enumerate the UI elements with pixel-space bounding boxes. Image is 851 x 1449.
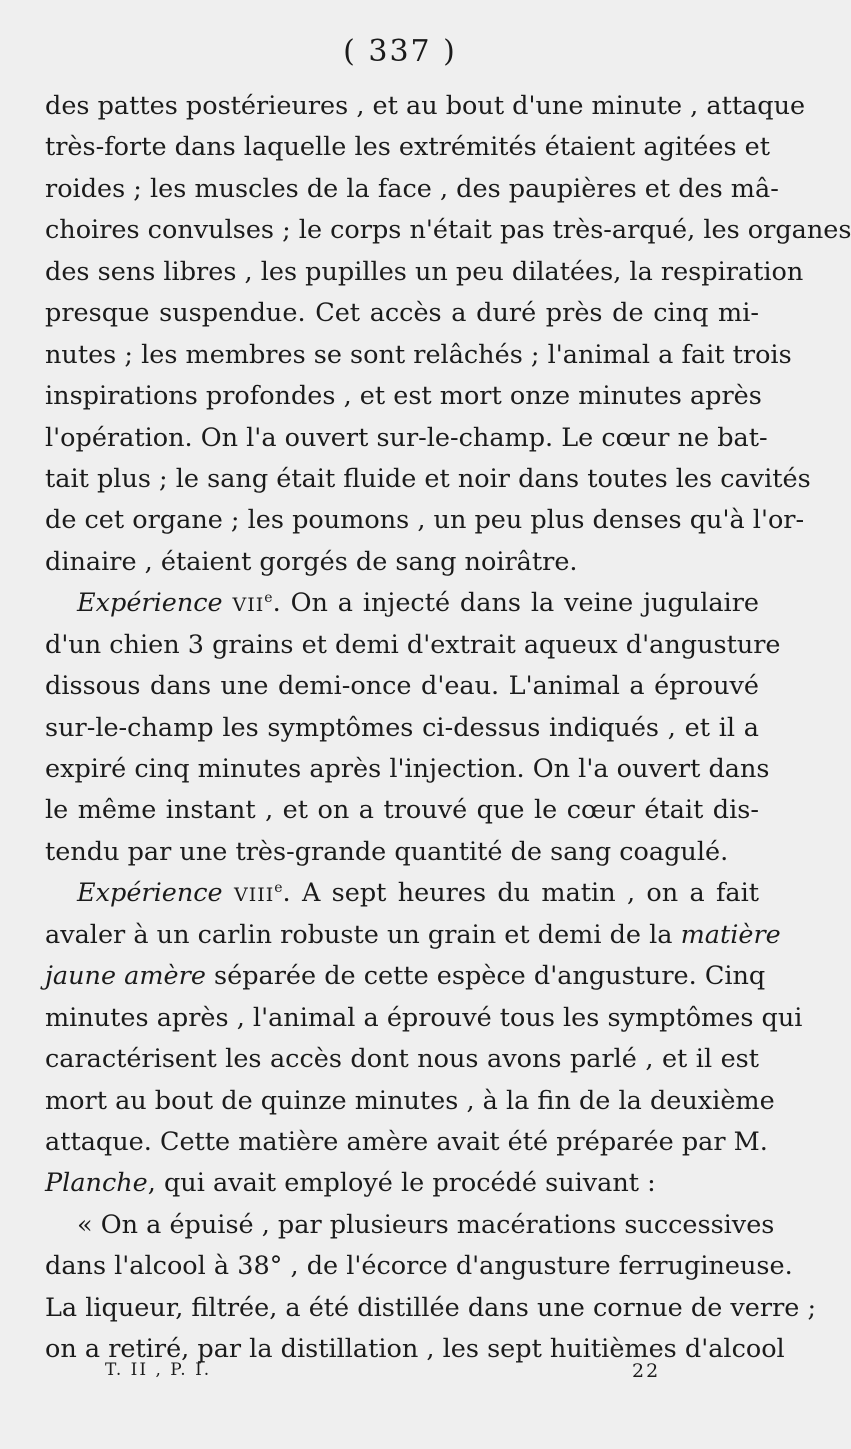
text-line: expiré cinq minutes après l'injection. On l'a ouvert dans (45, 754, 770, 784)
text-span: . On a injecté dans la veine jugulaire (272, 588, 759, 619)
text-line: dans l'alcool à 38° , de l'écorce d'angusture ferrugineuse. (45, 1251, 793, 1282)
page-footer (0, 1360, 800, 1390)
experiment-numeral: VII (232, 594, 265, 617)
text-span: , qui avait employé le procédé suivant : (147, 1168, 656, 1199)
italic-term: matière (680, 919, 781, 950)
body-text (45, 86, 851, 1371)
text-line: sur-le-champ les symptômes ci-dessus indiqués , et il a (45, 712, 759, 743)
text-line: minutes après , l'animal a éprouvé tous les symptômes qui (45, 1002, 803, 1033)
numeral-suffix: e (264, 590, 273, 607)
italic-term: jaune amère (45, 961, 206, 992)
text-line: très-forte dans laquelle les extrémités étaient agitées et (45, 132, 771, 163)
text-line: l'opération. On l'a ouvert sur-le-champ. Le cœur ne bat- (45, 422, 768, 453)
text-line: des pattes postérieures , et au bout d'une minute , attaque (45, 91, 806, 121)
text-line: La liqueur, filtrée, a été distillée dans une cornue de verre ; (45, 1292, 817, 1323)
sheet-number: 22 (632, 1360, 661, 1382)
text-line: on a retiré, par la distillation , les sept huitièmes d'alcool (45, 1334, 785, 1365)
experiment-label: Expérience (77, 878, 223, 909)
text-line: mort au bout de quinze minutes , à la fin de la deuxième (45, 1085, 775, 1116)
person-name: Planche (45, 1168, 148, 1199)
text-line: de cet organe ; les poumons , un peu plus denses qu'à l'or- (45, 505, 805, 536)
text-line: choires convulses ; le corps n'était pas très-arqué, les organes (45, 215, 851, 246)
text-line: caractérisent les accès dont nous avons parlé , et il est (45, 1044, 759, 1075)
text-line: roides ; les muscles de la face , des paupières et des mâ- (45, 173, 779, 204)
experiment-vii-heading-line (45, 583, 759, 624)
text-line: tendu par une très-grande quantité de sang coagulé. (45, 836, 729, 867)
experiment-viii-heading-line (45, 873, 759, 914)
experiment-numeral: VIII (233, 884, 275, 907)
text-line: d'un chien 3 grains et demi d'extrait aqueux d'angusture (45, 629, 781, 660)
text-line: tait plus ; le sang était fluide et noir dans toutes les cavités (45, 463, 811, 494)
text-line: presque suspendue. Cet accès a duré près de cinq mi- (45, 298, 759, 329)
text-span: séparée de cette espèce d'angusture. Cinq (214, 961, 766, 992)
numeral-suffix: e (274, 880, 283, 897)
text-line: inspirations profondes , et est mort onze minutes après (45, 381, 762, 412)
signature-mark: T. II , P. I. (105, 1360, 212, 1380)
page-number: ( 337 ) (343, 34, 457, 69)
text-line: le même instant , et on a trouvé que le cœur était dis- (45, 795, 759, 826)
text-line: nutes ; les membres se sont relâchés ; l'animal a fait trois (45, 339, 792, 370)
text-line: attaque. Cette matière amère avait été préparée par M. (45, 1126, 768, 1157)
quote-line: « On a épuisé , par plusieurs macérations successives (77, 1209, 775, 1240)
text-line (45, 1163, 759, 1204)
experiment-label: Expérience (77, 588, 223, 619)
text-span: . A sept heures du matin , on a fait (282, 878, 760, 909)
text-line (45, 915, 781, 956)
text-line: dinaire , étaient gorgés de sang noirâtre. (45, 546, 578, 577)
text-line: des sens libres , les pupilles un peu dilatées, la respiration (45, 256, 804, 287)
text-span: avaler à un carlin robuste un grain et demi de la (45, 919, 673, 950)
text-line (45, 956, 766, 997)
text-line: dissous dans une demi-once d'eau. L'animal a éprouvé (45, 671, 759, 702)
